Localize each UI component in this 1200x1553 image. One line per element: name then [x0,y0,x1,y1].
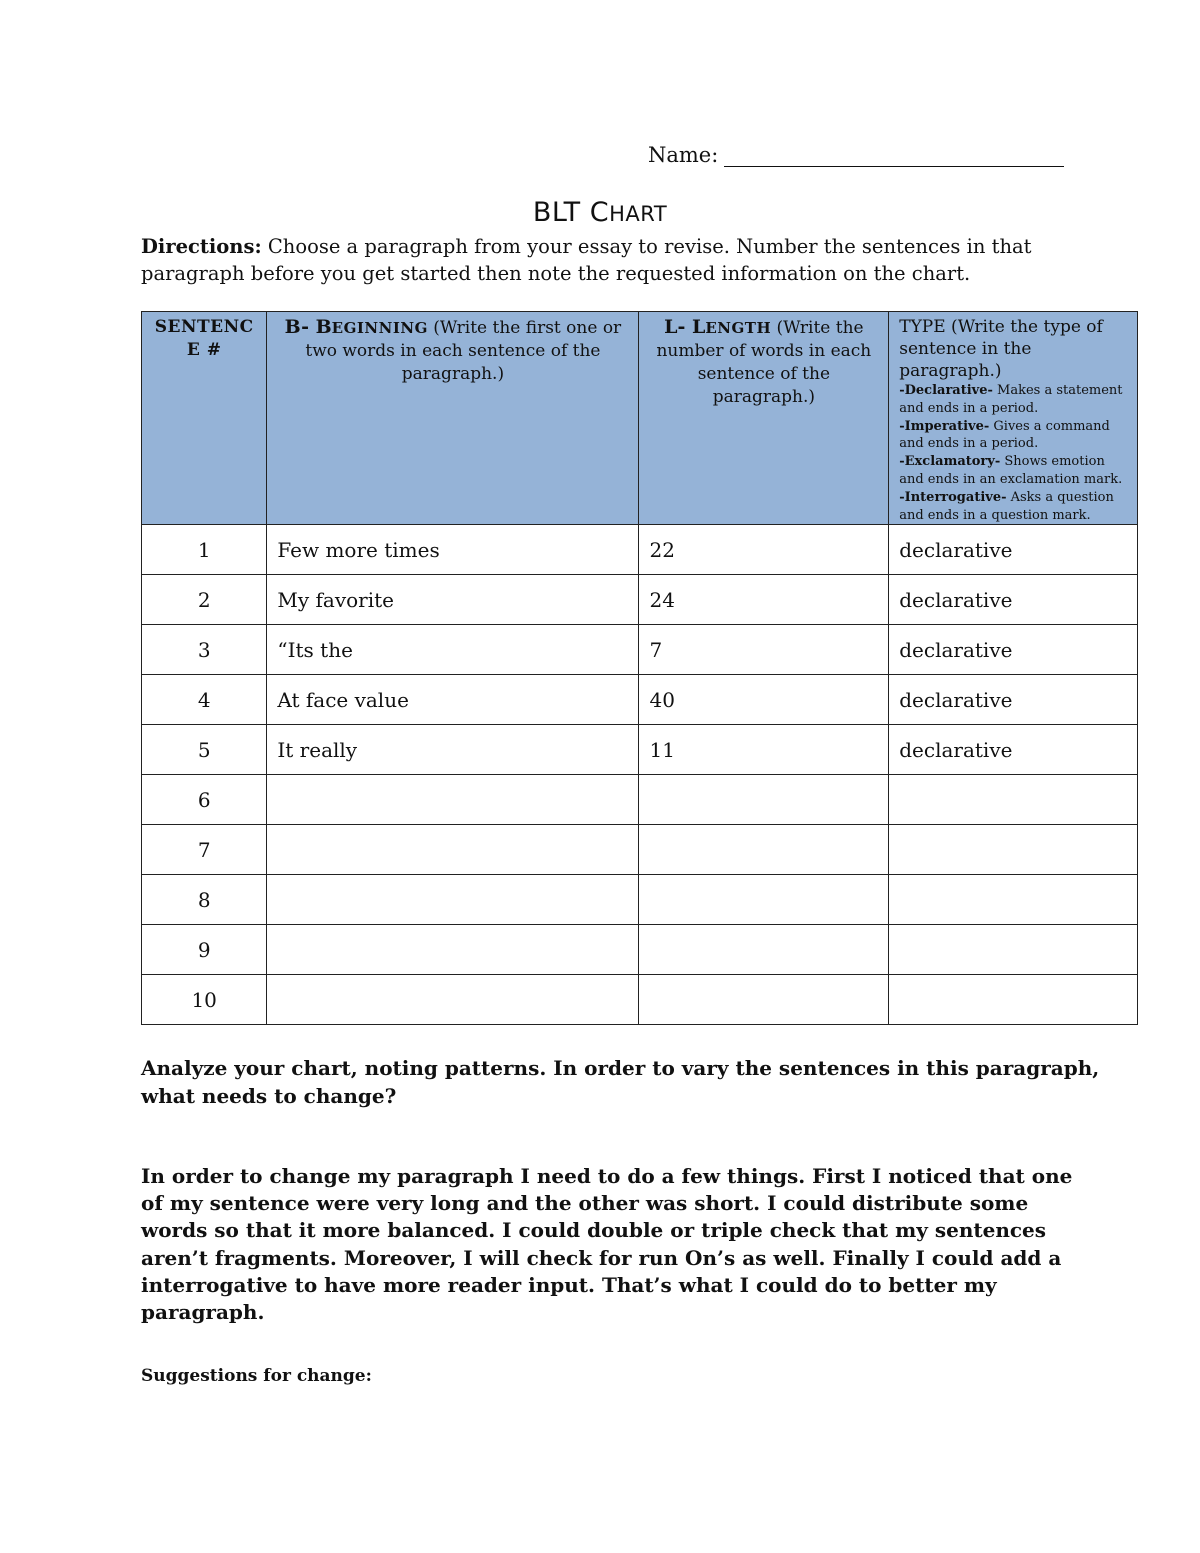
table-row [142,825,1138,875]
type-interrogative: -Interrogative- Asks a question and ends in a question mark. [899,489,1114,523]
cell-type[interactable]: declarative [889,525,1138,575]
cell-number: 9 [142,925,267,975]
cell-beginning[interactable]: My favorite [267,575,639,625]
header-length: L- LENGTH (Write the number of words in each sentence of the paragraph.) [639,312,889,525]
cell-beginning[interactable] [267,775,639,825]
cell-length[interactable]: 24 [639,575,889,625]
header-type: TYPE (Write the type of sentence in the paragraph.) -Declarative- Makes a statement and ends in a period. -Imperative- Gives a command and ends in a period. -Exclamatory- Shows emotion and ends in an exclamation mark. -Interrogative- Asks a question and ends in a question mark. [889,312,1138,525]
cell-number: 5 [142,725,267,775]
cell-beginning[interactable]: Few more times [267,525,639,575]
cell-number: 4 [142,675,267,725]
cell-type[interactable]: declarative [889,725,1138,775]
cell-length[interactable] [639,825,889,875]
cell-number: 7 [142,825,267,875]
table-row [142,575,1138,625]
table-row [142,625,1138,675]
cell-number: 2 [142,575,267,625]
analyze-prompt: Analyze your chart, noting patterns. In order to vary the sentences in this paragraph, what needs to change? [141,1056,1100,1108]
page-title: BLT CHART [532,197,668,228]
header-sentence-number: SENTENC E # [142,312,267,525]
cell-length[interactable] [639,875,889,925]
table-row [142,675,1138,725]
name-blank-line[interactable] [724,146,1064,167]
table-row [142,775,1138,825]
type-imperative: -Imperative- Gives a command and ends in a period. [899,418,1110,452]
type-exclamatory: -Exclamatory- Shows emotion and ends in an exclamation mark. [899,454,1123,487]
cell-type[interactable] [889,975,1138,1025]
cell-type[interactable] [889,825,1138,875]
cell-number: 8 [142,875,267,925]
cell-beginning[interactable]: It really [267,725,639,775]
table-header-row [142,312,1138,525]
directions-text: Choose a paragraph from your essay to revise. Number the sentences in that paragraph before you get started then note the requested information on the chart. [141,235,1032,285]
name-label: Name: [648,143,719,167]
type-declarative: -Declarative- Makes a statement and ends in a period. [899,383,1123,416]
cell-type[interactable]: declarative [889,625,1138,675]
table-row [142,925,1138,975]
directions-label: Directions: [141,235,262,258]
cell-length[interactable]: 7 [639,625,889,675]
cell-number: 10 [142,975,267,1025]
cell-number: 1 [142,525,267,575]
cell-beginning[interactable] [267,875,639,925]
cell-length[interactable] [639,775,889,825]
table-row [142,725,1138,775]
name-field [648,143,1064,167]
cell-type[interactable]: declarative [889,575,1138,625]
blt-chart-table [141,311,1138,1025]
cell-beginning[interactable] [267,925,639,975]
cell-length[interactable] [639,975,889,1025]
cell-number: 3 [142,625,267,675]
table-row [142,875,1138,925]
cell-beginning[interactable] [267,975,639,1025]
cell-length[interactable]: 40 [639,675,889,725]
cell-length[interactable]: 11 [639,725,889,775]
cell-type[interactable]: declarative [889,675,1138,725]
cell-type[interactable] [889,875,1138,925]
analysis-answer[interactable]: In order to change my paragraph I need to do a few things. First I noticed that one of my sentence were very long and the other was short. I could distribute some words so that it more balanced. I could double or triple check that my sentences aren’t fragments. Moreover, I will check for run On’s as well. Finally I could add a interrogative to have more reader input. That’s what I could do to better my paragraph. [141,1164,1073,1325]
cell-beginning[interactable] [267,825,639,875]
cell-length[interactable]: 22 [639,525,889,575]
directions [141,233,1101,287]
cell-type[interactable] [889,775,1138,825]
suggestions-label: Suggestions for change: [141,1366,372,1386]
header-beginning: B- BEGINNING (Write the first one or two words in each sentence of the paragraph.) [267,312,639,525]
cell-length[interactable] [639,925,889,975]
table-row [142,975,1138,1025]
cell-beginning[interactable]: At face value [267,675,639,725]
table-row [142,525,1138,575]
cell-type[interactable] [889,925,1138,975]
cell-number: 6 [142,775,267,825]
cell-beginning[interactable]: “Its the [267,625,639,675]
